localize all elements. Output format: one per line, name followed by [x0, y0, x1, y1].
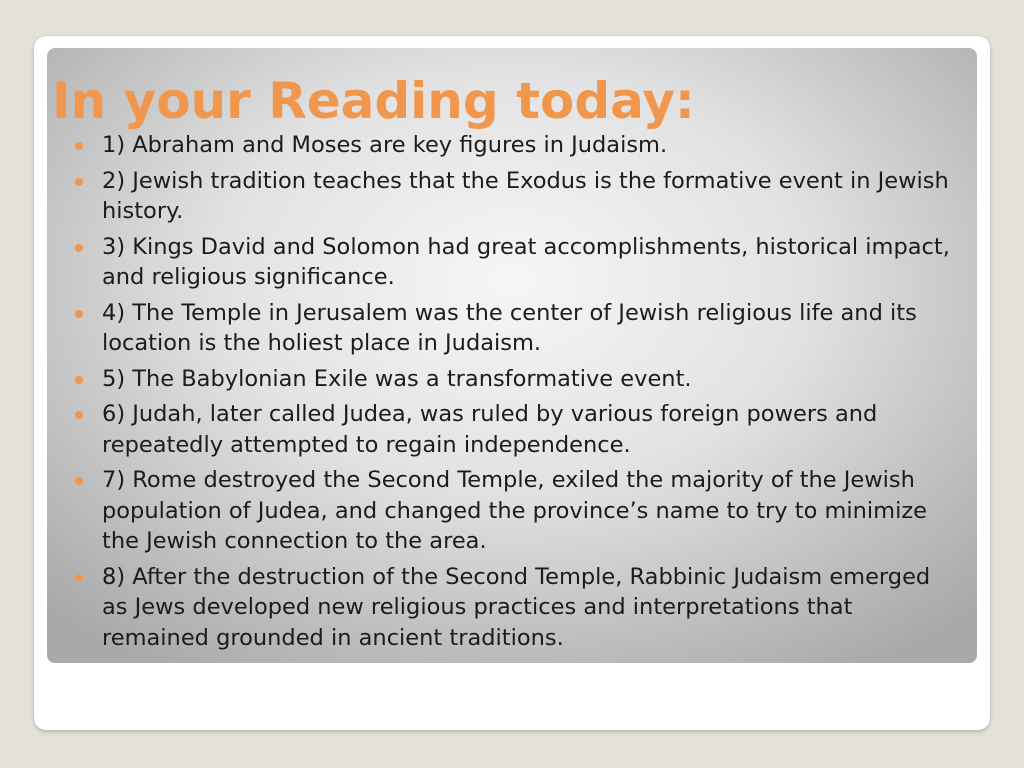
bullet-dot-icon	[75, 142, 83, 150]
list-item-text: 7) Rome destroyed the Second Temple, exiled the majority of the Jewish population of Judea, and changed the province’s name to try to minimize the Jewish connection to the area.	[102, 467, 927, 554]
list-item	[72, 465, 962, 557]
list-item-text: 4) The Temple in Jerusalem was the center of Jewish religious life and its location is the holiest place in Judaism.	[102, 299, 917, 356]
list-item-text: 3) Kings David and Solomon had great accomplishments, historical impact, and religious significance.	[102, 233, 950, 290]
slide-title: In your Reading today:	[52, 72, 695, 130]
list-item	[72, 562, 962, 654]
list-item-text: 6) Judah, later called Judea, was ruled by various foreign powers and repeatedly attempted to regain independence.	[102, 401, 878, 458]
list-item	[72, 298, 962, 359]
bullet-dot-icon	[75, 178, 83, 186]
bullet-dot-icon	[75, 574, 83, 582]
list-item-text: 8) After the destruction of the Second Temple, Rabbinic Judaism emerged as Jews developed new religious practices and interpretations that remained grounded in ancient traditions.	[102, 563, 931, 651]
list-item-text: 5) The Babylonian Exile was a transformative event.	[102, 365, 692, 392]
bullet-dot-icon	[75, 244, 83, 252]
list-item	[72, 399, 962, 460]
bullet-dot-icon	[75, 411, 83, 419]
list-item	[72, 166, 962, 227]
bullet-list	[72, 130, 962, 658]
bullet-dot-icon	[75, 310, 83, 318]
list-item-text: 2) Jewish tradition teaches that the Exodus is the formative event in Jewish history.	[102, 167, 949, 224]
list-item	[72, 130, 962, 161]
bullet-dot-icon	[75, 477, 83, 485]
list-item	[72, 232, 962, 293]
bullet-dot-icon	[75, 376, 83, 384]
list-item	[72, 364, 962, 395]
list-item-text: 1) Abraham and Moses are key figures in Judaism.	[102, 132, 668, 158]
